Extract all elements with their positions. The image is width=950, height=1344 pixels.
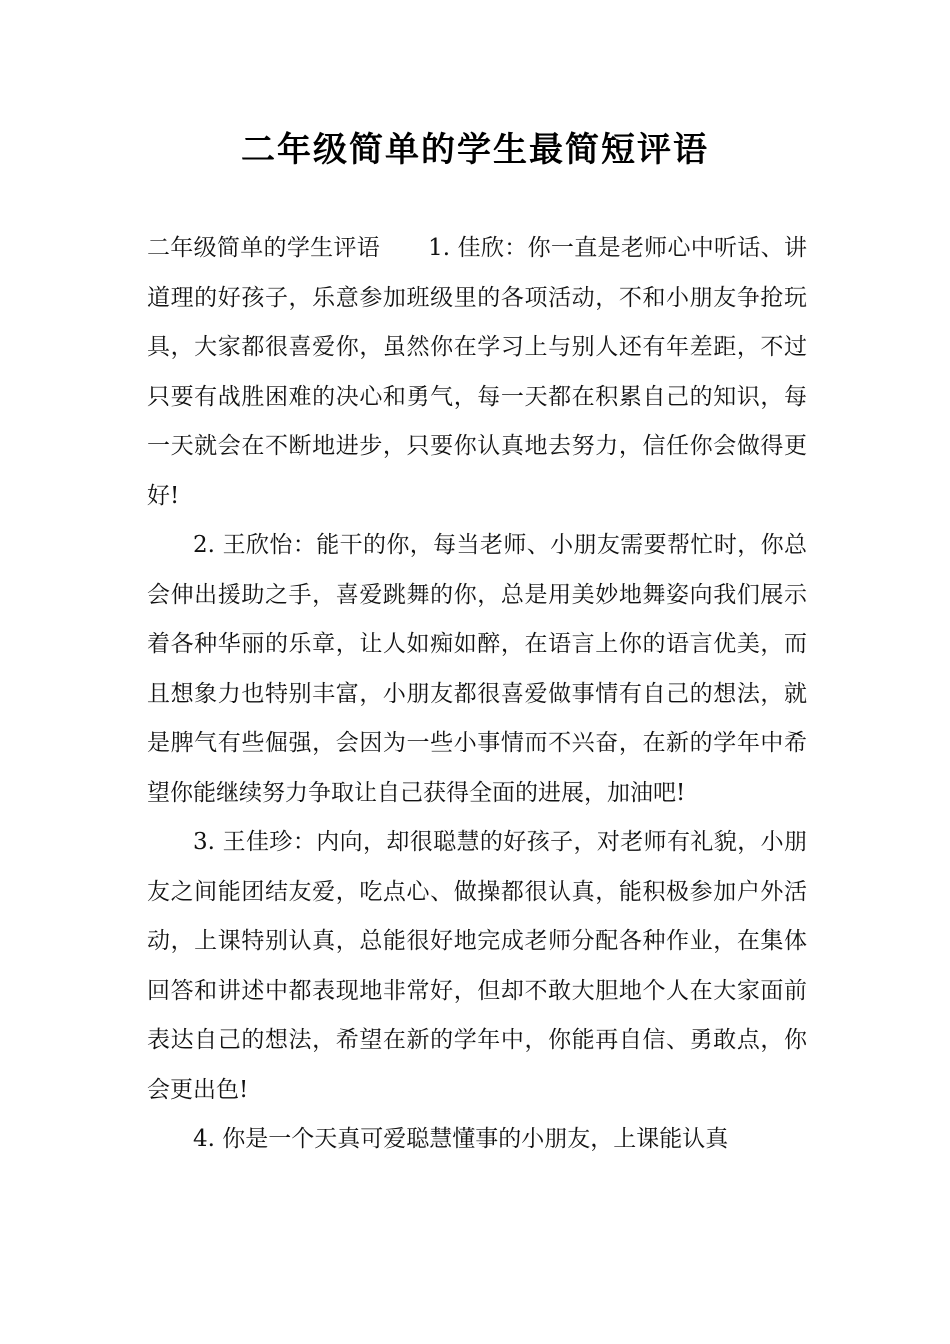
paragraph-1-text: 1. 佳欣：你一直是老师心中听话、讲道理的好孩子，乐意参加班级里的各项活动，不和小朋友争抢玩具，大家都很喜爱你，虽然你在学习上与别人还有年差距，不过只要有战胜困难的决心和勇气，每一天都在积累自己的知识，每一天就会在不断地进步，只要你认真地去努力，信任你会做得更好! [147, 235, 807, 509]
paragraph-1 [147, 224, 807, 521]
paragraph-3: 3. 王佳珍：内向，却很聪慧的好孩子，对老师有礼貌，小朋友之间能团结友爱，吃点心、做操都很认真，能积极参加户外活动，上课特别认真，总能很好地完成老师分配各种作业，在集体回答和讲述中都表现地非常好，但却不敢大胆地个人在大家面前表达自己的想法，希望在新的学年中，你能再自信、勇敢点，你会更出色! [147, 829, 807, 1103]
paragraph-4: 4. 你是一个天真可爱聪慧懂事的小朋友，上课能认真 [193, 1126, 729, 1152]
paragraph-2: 2. 王欣怡：能干的你，每当老师、小朋友需要帮忙时，你总会伸出援助之手，喜爱跳舞的你，总是用美妙地舞姿向我们展示着各种华丽的乐章，让人如痴如醉，在语言上你的语言优美，而且想象力也特别丰富，小朋友都很喜爱做事情有自己的想法，就是脾气有些倔强，会因为一些小事情而不兴奋，在新的学年中希望你能继续努力争取让自己获得全面的进展，加油吧! [147, 532, 807, 806]
document-body [147, 224, 807, 1165]
intro-heading: 二年级简单的学生评语 [147, 235, 381, 261]
document-title: 二年级简单的学生最简短评语 [241, 130, 709, 170]
